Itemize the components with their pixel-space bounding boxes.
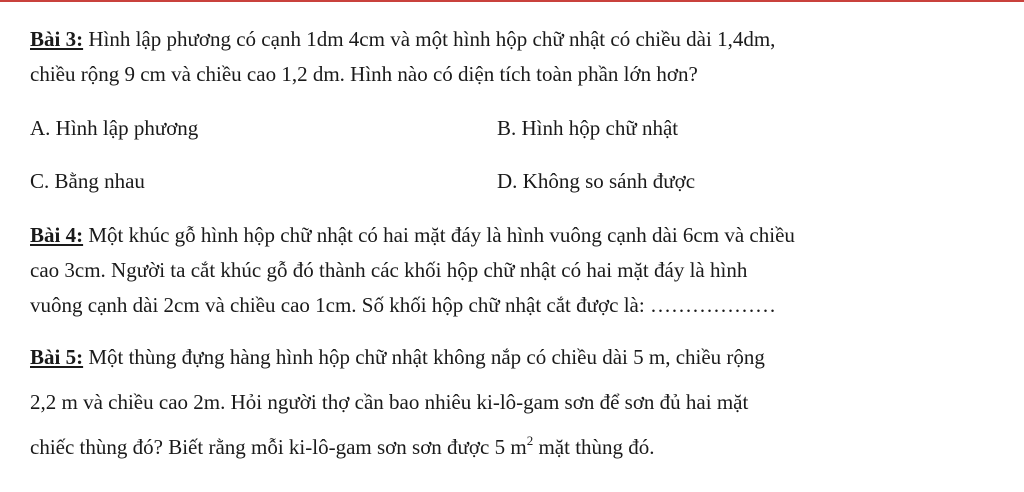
bai4-line-1 xyxy=(30,222,795,248)
bai4-line-3: vuông cạnh dài 2cm và chiều cao 1cm. Số khối hộp chữ nhật cắt được là: ……………… xyxy=(30,293,776,317)
bai5-line-2: 2,2 m và chiều cao 2m. Hỏi người thợ cần bao nhiêu ki-lô-gam sơn để sơn đủ hai mặt xyxy=(30,390,749,414)
bai4-text-1: Một khúc gỗ hình hộp chữ nhật có hai mặt đáy là hình vuông cạnh dài 6cm và chiều xyxy=(83,223,795,247)
bai5-label: Bài 5: xyxy=(30,345,84,369)
bai5-text-3b: mặt thùng đó. xyxy=(533,435,655,459)
bai4-label: Bài 4: xyxy=(30,223,84,247)
bai4-line-2: cao 3cm. Người ta cắt khúc gỗ đó thành các khối hộp chữ nhật có hai mặt đáy là hình xyxy=(30,258,748,282)
bai3-option-a: A. Hình lập phương xyxy=(30,116,199,140)
bai3-line-1 xyxy=(30,26,775,52)
bai5-line-1 xyxy=(30,344,765,370)
bai3-option-b: B. Hình hộp chữ nhật xyxy=(497,116,679,140)
worksheet xyxy=(0,2,1024,492)
bai5-line-3 xyxy=(30,434,655,460)
bai5-text-3a: chiếc thùng đó? Biết rằng mỗi ki-lô-gam sơn sơn được 5 m xyxy=(30,435,527,459)
bai3-line-2: chiều rộng 9 cm và chiều cao 1,2 dm. Hình nào có diện tích toàn phần lớn hơn? xyxy=(30,62,698,86)
bai3-option-c: C. Bằng nhau xyxy=(30,169,145,193)
bai3-option-d: D. Không so sánh được xyxy=(497,169,696,193)
bai3-text-1: Hình lập phương có cạnh 1dm 4cm và một hình hộp chữ nhật có chiều dài 1,4dm, xyxy=(83,27,776,51)
bai5-text-1: Một thùng đựng hàng hình hộp chữ nhật không nắp có chiều dài 5 m, chiều rộng xyxy=(83,345,765,369)
bai5-superscript: 2 xyxy=(526,433,534,448)
bai3-label: Bài 3: xyxy=(30,27,84,51)
